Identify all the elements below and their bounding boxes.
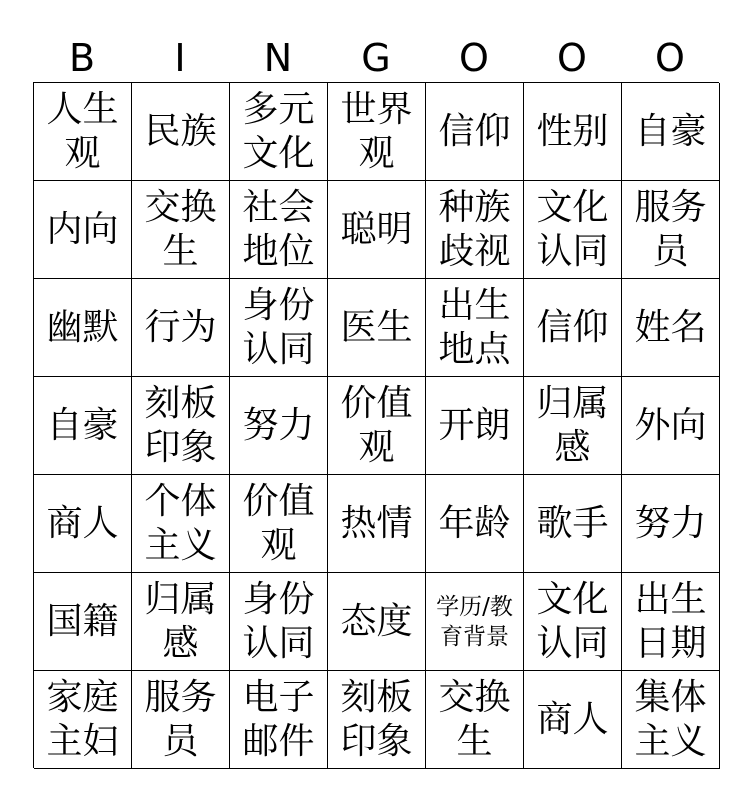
bingo-cell[interactable] — [426, 279, 524, 377]
bingo-cell-label: 文化 认同 — [536, 186, 609, 272]
bingo-cell[interactable] — [230, 377, 328, 475]
bingo-cell-label: 外向 — [634, 404, 707, 446]
bingo-cell[interactable] — [230, 573, 328, 671]
bingo-cell-label: 归属 感 — [144, 578, 217, 664]
bingo-cell[interactable] — [132, 475, 230, 573]
header-letter-o: O — [655, 36, 685, 80]
bingo-cell-label: 社会 地位 — [242, 186, 315, 272]
bingo-cell[interactable] — [524, 279, 622, 377]
bingo-cell[interactable] — [328, 573, 426, 671]
bingo-cell[interactable] — [524, 377, 622, 475]
bingo-cell[interactable] — [328, 83, 426, 181]
bingo-cell-label: 价值 观 — [340, 382, 413, 468]
header-letter-n: N — [263, 36, 293, 80]
bingo-cell-label: 多元 文化 — [242, 88, 315, 174]
bingo-cell[interactable] — [524, 671, 622, 769]
bingo-cell-label: 出生 地点 — [438, 284, 511, 370]
bingo-cell-label: 努力 — [634, 502, 707, 544]
bingo-cell[interactable] — [622, 377, 720, 475]
bingo-cell[interactable] — [524, 83, 622, 181]
bingo-cell-label: 种族 歧视 — [438, 186, 511, 272]
bingo-cell-label: 民族 — [144, 110, 217, 152]
bingo-cell[interactable] — [622, 181, 720, 279]
bingo-cell-label: 内向 — [46, 208, 119, 250]
bingo-cell[interactable] — [328, 377, 426, 475]
bingo-cell-label: 学历/教 育背景 — [436, 593, 513, 650]
bingo-cell[interactable] — [132, 573, 230, 671]
bingo-cell-label: 刻板 印象 — [340, 676, 413, 762]
bingo-cell-label: 世界 观 — [340, 88, 413, 174]
bingo-cell[interactable] — [328, 181, 426, 279]
bingo-cell-label: 身份 认同 — [242, 284, 315, 370]
bingo-cell-label: 服务 员 — [634, 186, 707, 272]
bingo-cell-label: 歌手 — [536, 502, 609, 544]
bingo-cell[interactable] — [426, 377, 524, 475]
bingo-cell-label: 商人 — [536, 698, 609, 740]
bingo-cell-label: 年龄 — [438, 502, 511, 544]
bingo-cell-label: 态度 — [340, 600, 413, 642]
bingo-cell-label: 集体 主义 — [634, 676, 707, 762]
bingo-cell[interactable] — [426, 573, 524, 671]
bingo-cell-label: 电子 邮件 — [242, 676, 315, 762]
bingo-cell-label: 性别 — [536, 110, 609, 152]
bingo-board — [33, 82, 719, 768]
bingo-cell-label: 家庭 主妇 — [46, 676, 119, 762]
bingo-cell-label: 商人 — [46, 502, 119, 544]
bingo-cell[interactable] — [34, 573, 132, 671]
bingo-cell-label: 信仰 — [536, 306, 609, 348]
bingo-cell-label: 聪明 — [340, 208, 413, 250]
bingo-cell[interactable] — [230, 181, 328, 279]
bingo-cell-label: 交换 生 — [144, 186, 217, 272]
bingo-cell[interactable] — [328, 279, 426, 377]
bingo-cell[interactable] — [132, 377, 230, 475]
bingo-cell[interactable] — [34, 475, 132, 573]
bingo-cell[interactable] — [524, 475, 622, 573]
bingo-cell-label: 努力 — [242, 404, 315, 446]
bingo-cell[interactable] — [328, 671, 426, 769]
bingo-cell[interactable] — [524, 181, 622, 279]
bingo-cell[interactable] — [426, 181, 524, 279]
bingo-cell[interactable] — [132, 279, 230, 377]
bingo-cell[interactable] — [426, 671, 524, 769]
bingo-cell-label: 开朗 — [438, 404, 511, 446]
bingo-cell-label: 文化 认同 — [536, 578, 609, 664]
bingo-cell-label: 交换 生 — [438, 676, 511, 762]
bingo-cell[interactable] — [426, 83, 524, 181]
bingo-cell-label: 热情 — [340, 502, 413, 544]
bingo-cell-label: 出生 日期 — [634, 578, 707, 664]
header-letter-b: B — [68, 36, 96, 80]
bingo-cell[interactable] — [34, 83, 132, 181]
bingo-cell-label: 人生 观 — [46, 88, 119, 174]
header-letter-i: I — [174, 36, 186, 80]
bingo-cell[interactable] — [132, 83, 230, 181]
bingo-cell-label: 姓名 — [634, 306, 707, 348]
bingo-cell[interactable] — [132, 671, 230, 769]
bingo-cell-label: 国籍 — [46, 600, 119, 642]
bingo-cell-label: 医生 — [340, 306, 413, 348]
bingo-cell-label: 行为 — [144, 306, 217, 348]
header-letter-o: O — [459, 36, 489, 80]
header-letter-g: G — [361, 36, 391, 80]
bingo-cell-label: 归属 感 — [536, 382, 609, 468]
bingo-cell[interactable] — [230, 671, 328, 769]
bingo-cell[interactable] — [622, 279, 720, 377]
bingo-cell[interactable] — [34, 377, 132, 475]
bingo-cell[interactable] — [34, 279, 132, 377]
bingo-cell[interactable] — [230, 279, 328, 377]
bingo-cell[interactable] — [622, 475, 720, 573]
bingo-cell-label: 个体 主义 — [144, 480, 217, 566]
header-letter-o: O — [557, 36, 587, 80]
bingo-cell[interactable] — [34, 181, 132, 279]
bingo-cell[interactable] — [230, 475, 328, 573]
bingo-cell-label: 自豪 — [46, 404, 119, 446]
bingo-cell[interactable] — [622, 671, 720, 769]
bingo-cell[interactable] — [622, 573, 720, 671]
bingo-header — [33, 34, 719, 82]
bingo-cell[interactable] — [524, 573, 622, 671]
bingo-cell-label: 信仰 — [438, 110, 511, 152]
bingo-cell-label: 价值 观 — [242, 480, 315, 566]
bingo-cell[interactable] — [622, 83, 720, 181]
bingo-cell[interactable] — [426, 475, 524, 573]
bingo-cell-label: 刻板 印象 — [144, 382, 217, 468]
bingo-cell[interactable] — [132, 181, 230, 279]
bingo-cell[interactable] — [34, 671, 132, 769]
bingo-cell-label: 幽默 — [46, 306, 119, 348]
bingo-cell[interactable] — [230, 83, 328, 181]
bingo-cell-label: 身份 认同 — [242, 578, 315, 664]
bingo-cell-label: 服务 员 — [144, 676, 217, 762]
bingo-cell-label: 自豪 — [634, 110, 707, 152]
bingo-cell[interactable] — [328, 475, 426, 573]
